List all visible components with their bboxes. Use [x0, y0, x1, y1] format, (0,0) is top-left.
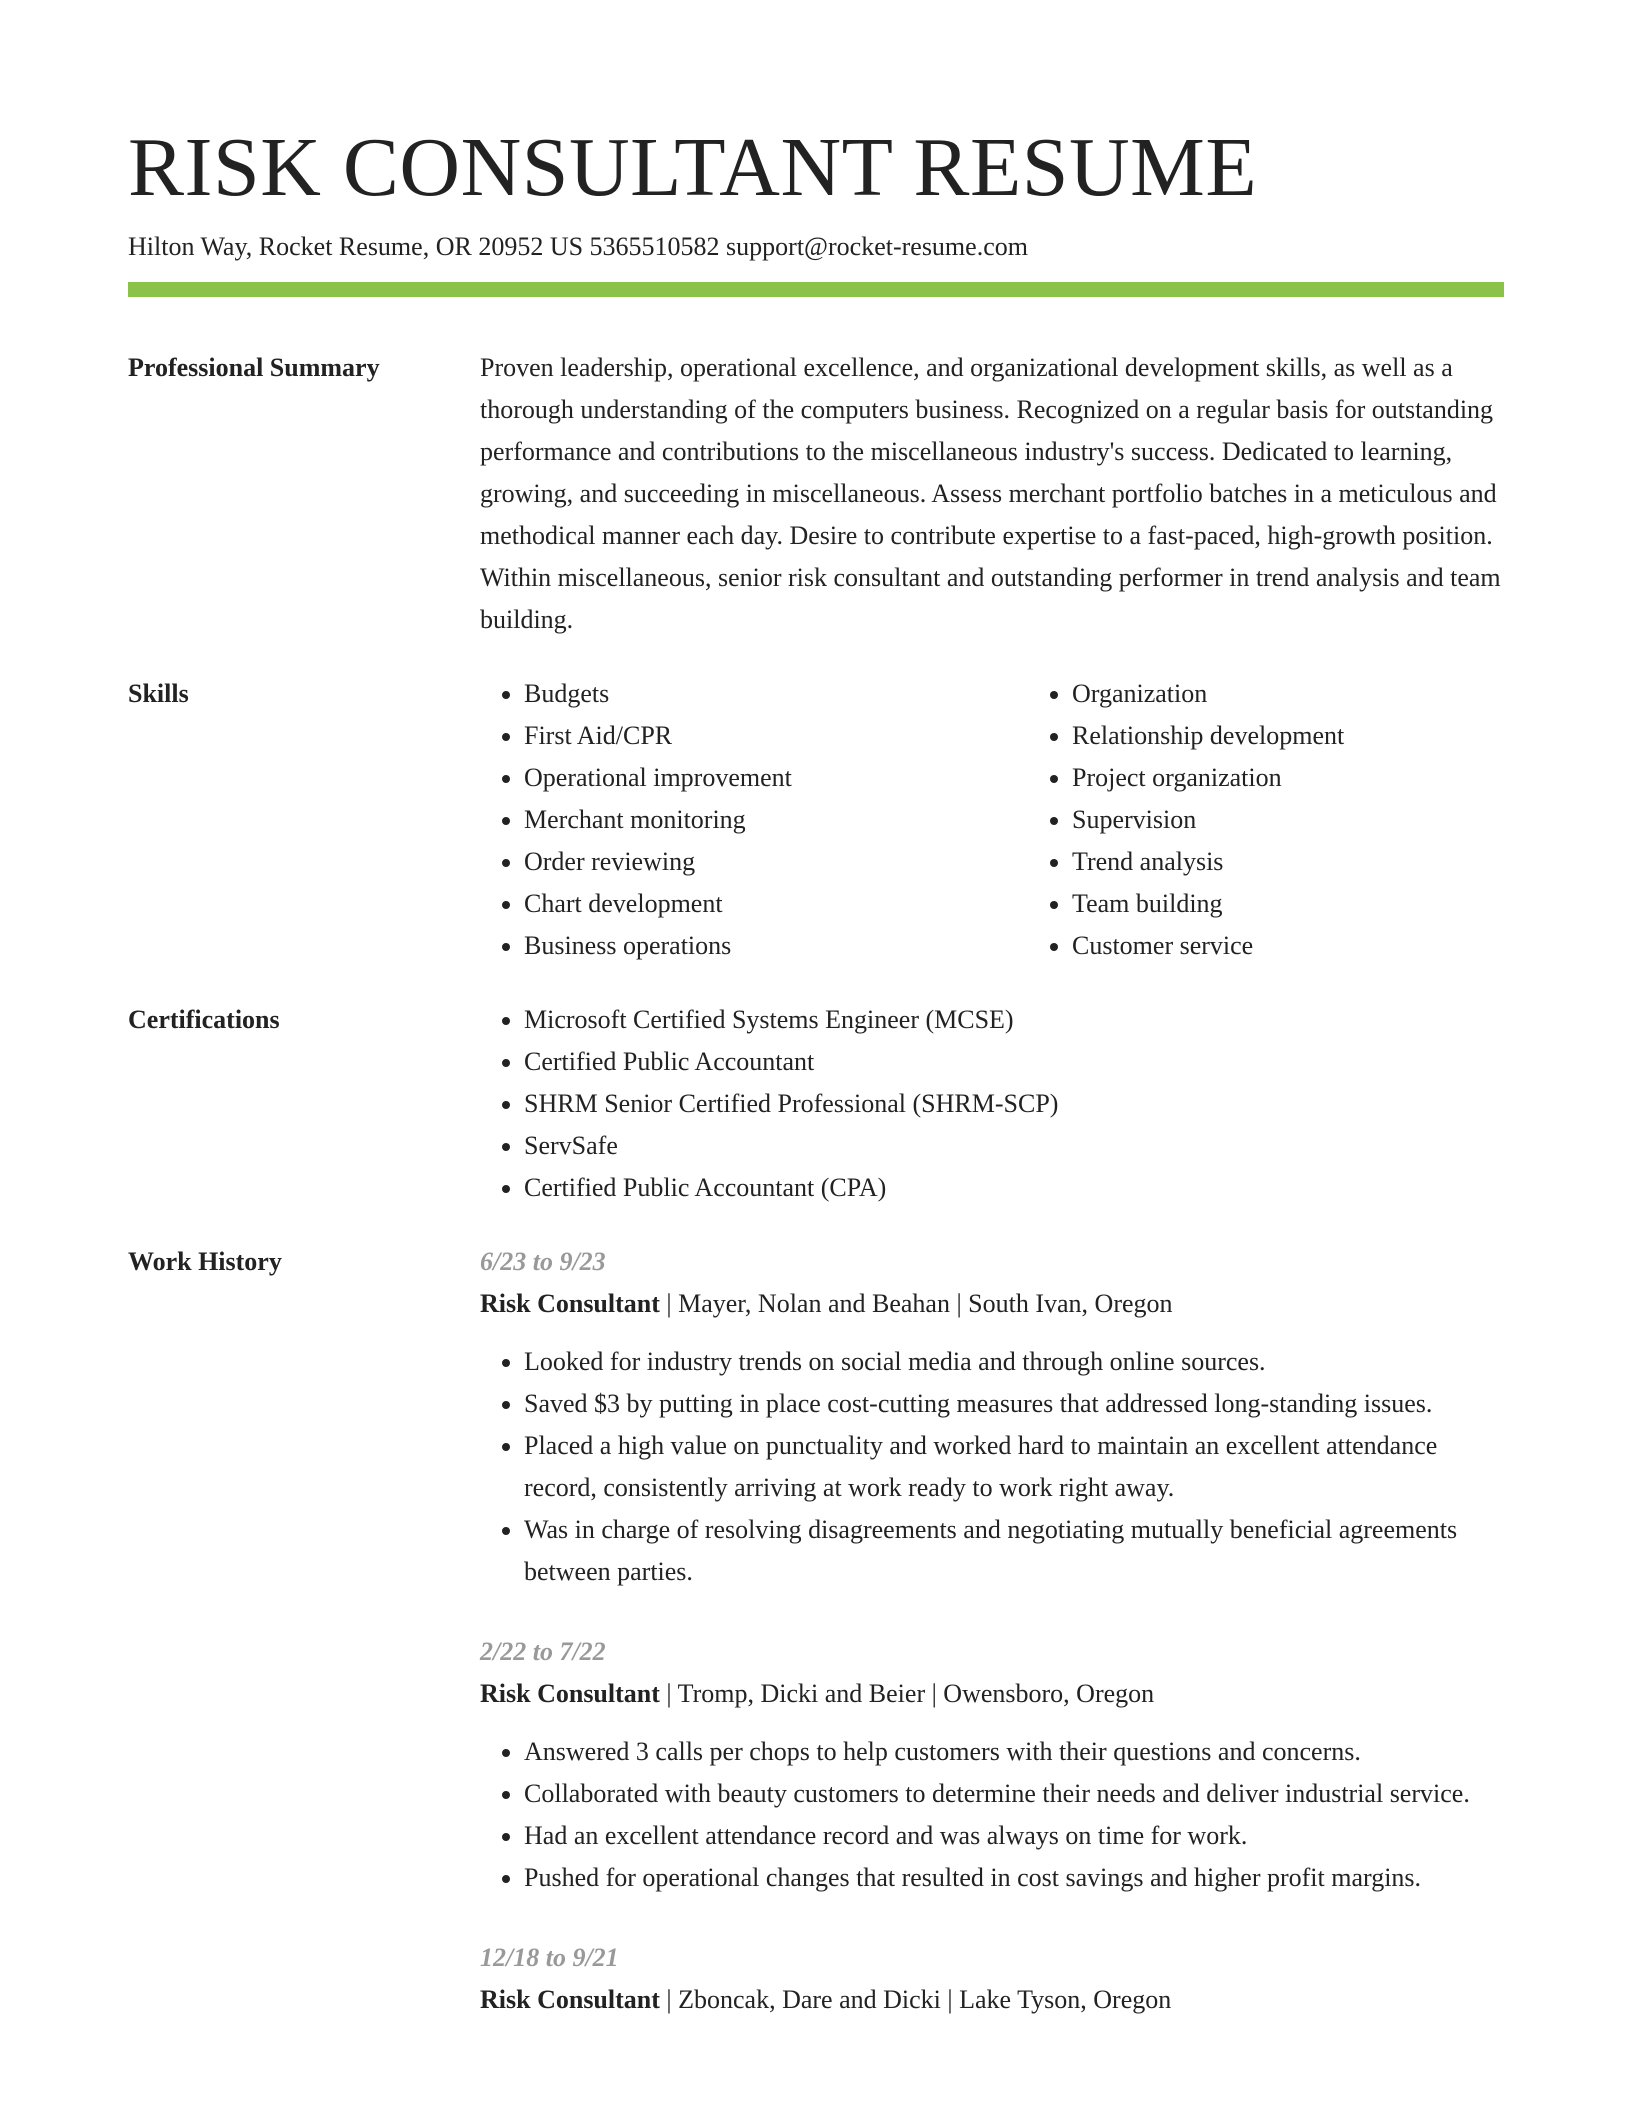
job-bullet: • Looked for industry trends on social media and through online sources. [524, 1341, 1504, 1383]
skill-item: • Trend analysis [1072, 841, 1576, 883]
skill-item: • Customer service [1072, 925, 1576, 967]
skill-item: • Business operations [524, 925, 1028, 967]
job-bullet: • Saved $3 by putting in place cost-cutting measures that addressed long-standing issues. [524, 1383, 1504, 1425]
skill-item: • Organization [1072, 673, 1576, 715]
job-dates: 6/23 to 9/23 [480, 1247, 606, 1276]
job-entry [480, 1937, 1504, 2021]
skill-item: • Chart development [524, 883, 1028, 925]
job-bullets [480, 1731, 1504, 1899]
job-title: Risk Consultant [480, 1985, 660, 2014]
section-label: Professional Summary [128, 353, 380, 382]
skill-item: • Merchant monitoring [524, 799, 1028, 841]
job-bullet: • Answered 3 calls per chops to help customers with their questions and concerns. [524, 1731, 1504, 1773]
skills-list-right [1028, 673, 1576, 967]
certification-item: • Certified Public Accountant [524, 1041, 1504, 1083]
job-bullet: • Had an excellent attendance record and was always on time for work. [524, 1815, 1504, 1857]
skill-item: • Project organization [1072, 757, 1576, 799]
skills-section [128, 673, 1504, 967]
section-label: Work History [128, 1247, 282, 1276]
skill-item: • Supervision [1072, 799, 1576, 841]
certification-item: • ServSafe [524, 1125, 1504, 1167]
job-details: | Tromp, Dicki and Beier | Owensboro, Oregon [659, 1679, 1155, 1708]
skill-item: • Relationship development [1072, 715, 1576, 757]
skill-item: • Team building [1072, 883, 1576, 925]
certifications-list [480, 999, 1504, 1209]
job-bullets [480, 1341, 1504, 1593]
job-details: | Zboncak, Dare and Dicki | Lake Tyson, Oregon [659, 1985, 1172, 2014]
job-dates: 2/22 to 7/22 [480, 1637, 606, 1666]
job-heading [480, 1283, 1504, 1325]
job-title: Risk Consultant [480, 1679, 660, 1708]
certification-item: • SHRM Senior Certified Professional (SHRM-SCP) [524, 1083, 1504, 1125]
certifications-section [128, 999, 1504, 1209]
certification-item: • Microsoft Certified Systems Engineer (MCSE) [524, 999, 1504, 1041]
job-details: | Mayer, Nolan and Beahan | South Ivan, Oregon [659, 1289, 1173, 1318]
skill-item: • Budgets [524, 673, 1028, 715]
certification-item: • Certified Public Accountant (CPA) [524, 1167, 1504, 1209]
job-heading [480, 1979, 1504, 2021]
job-title: Risk Consultant [480, 1289, 660, 1318]
job-dates: 12/18 to 9/21 [480, 1943, 619, 1972]
skills-list-left [480, 673, 1028, 967]
skill-item: • First Aid/CPR [524, 715, 1028, 757]
job-bullet: • Collaborated with beauty customers to determine their needs and deliver industrial service. [524, 1773, 1504, 1815]
resume-title: RISK CONSULTANT RESUME [128, 121, 1258, 214]
work-history-section [128, 1241, 1504, 2059]
job-bullet: • Pushed for operational changes that resulted in cost savings and higher profit margins. [524, 1857, 1504, 1899]
skill-item: • Order reviewing [524, 841, 1028, 883]
job-bullet: • Was in charge of resolving disagreements and negotiating mutually beneficial agreements between parties. [524, 1509, 1504, 1593]
job-entry [480, 1241, 1504, 1593]
job-heading [480, 1673, 1504, 1715]
section-label: Certifications [128, 1005, 280, 1034]
job-entry [480, 1631, 1504, 1899]
resume-page [128, 0, 1504, 2059]
contact-line: Hilton Way, Rocket Resume, OR 20952 US 5365510582 support@rocket-resume.com [128, 232, 1028, 261]
section-label: Skills [128, 679, 189, 708]
summary-text: Proven leadership, operational excellence, and organizational development skills, as well as a thorough understanding of the computers business. Recognized on a regular basis for outstanding performance and contributions to the miscellaneous industry's success. Dedicated to learning, growing, and succeeding in miscellaneous. Assess merchant portfolio batches in a meticulous and methodical manner each day. Desire to contribute expertise to a fast-paced, high-growth position. Within miscellaneous, senior risk consultant and outstanding performer in trend analysis and team building. [480, 353, 1501, 634]
accent-rule [128, 282, 1504, 297]
summary-section [128, 347, 1504, 641]
skill-item: • Operational improvement [524, 757, 1028, 799]
job-bullet: • Placed a high value on punctuality and worked hard to maintain an excellent attendance record, consistently arriving at work ready to work right away. [524, 1425, 1504, 1509]
